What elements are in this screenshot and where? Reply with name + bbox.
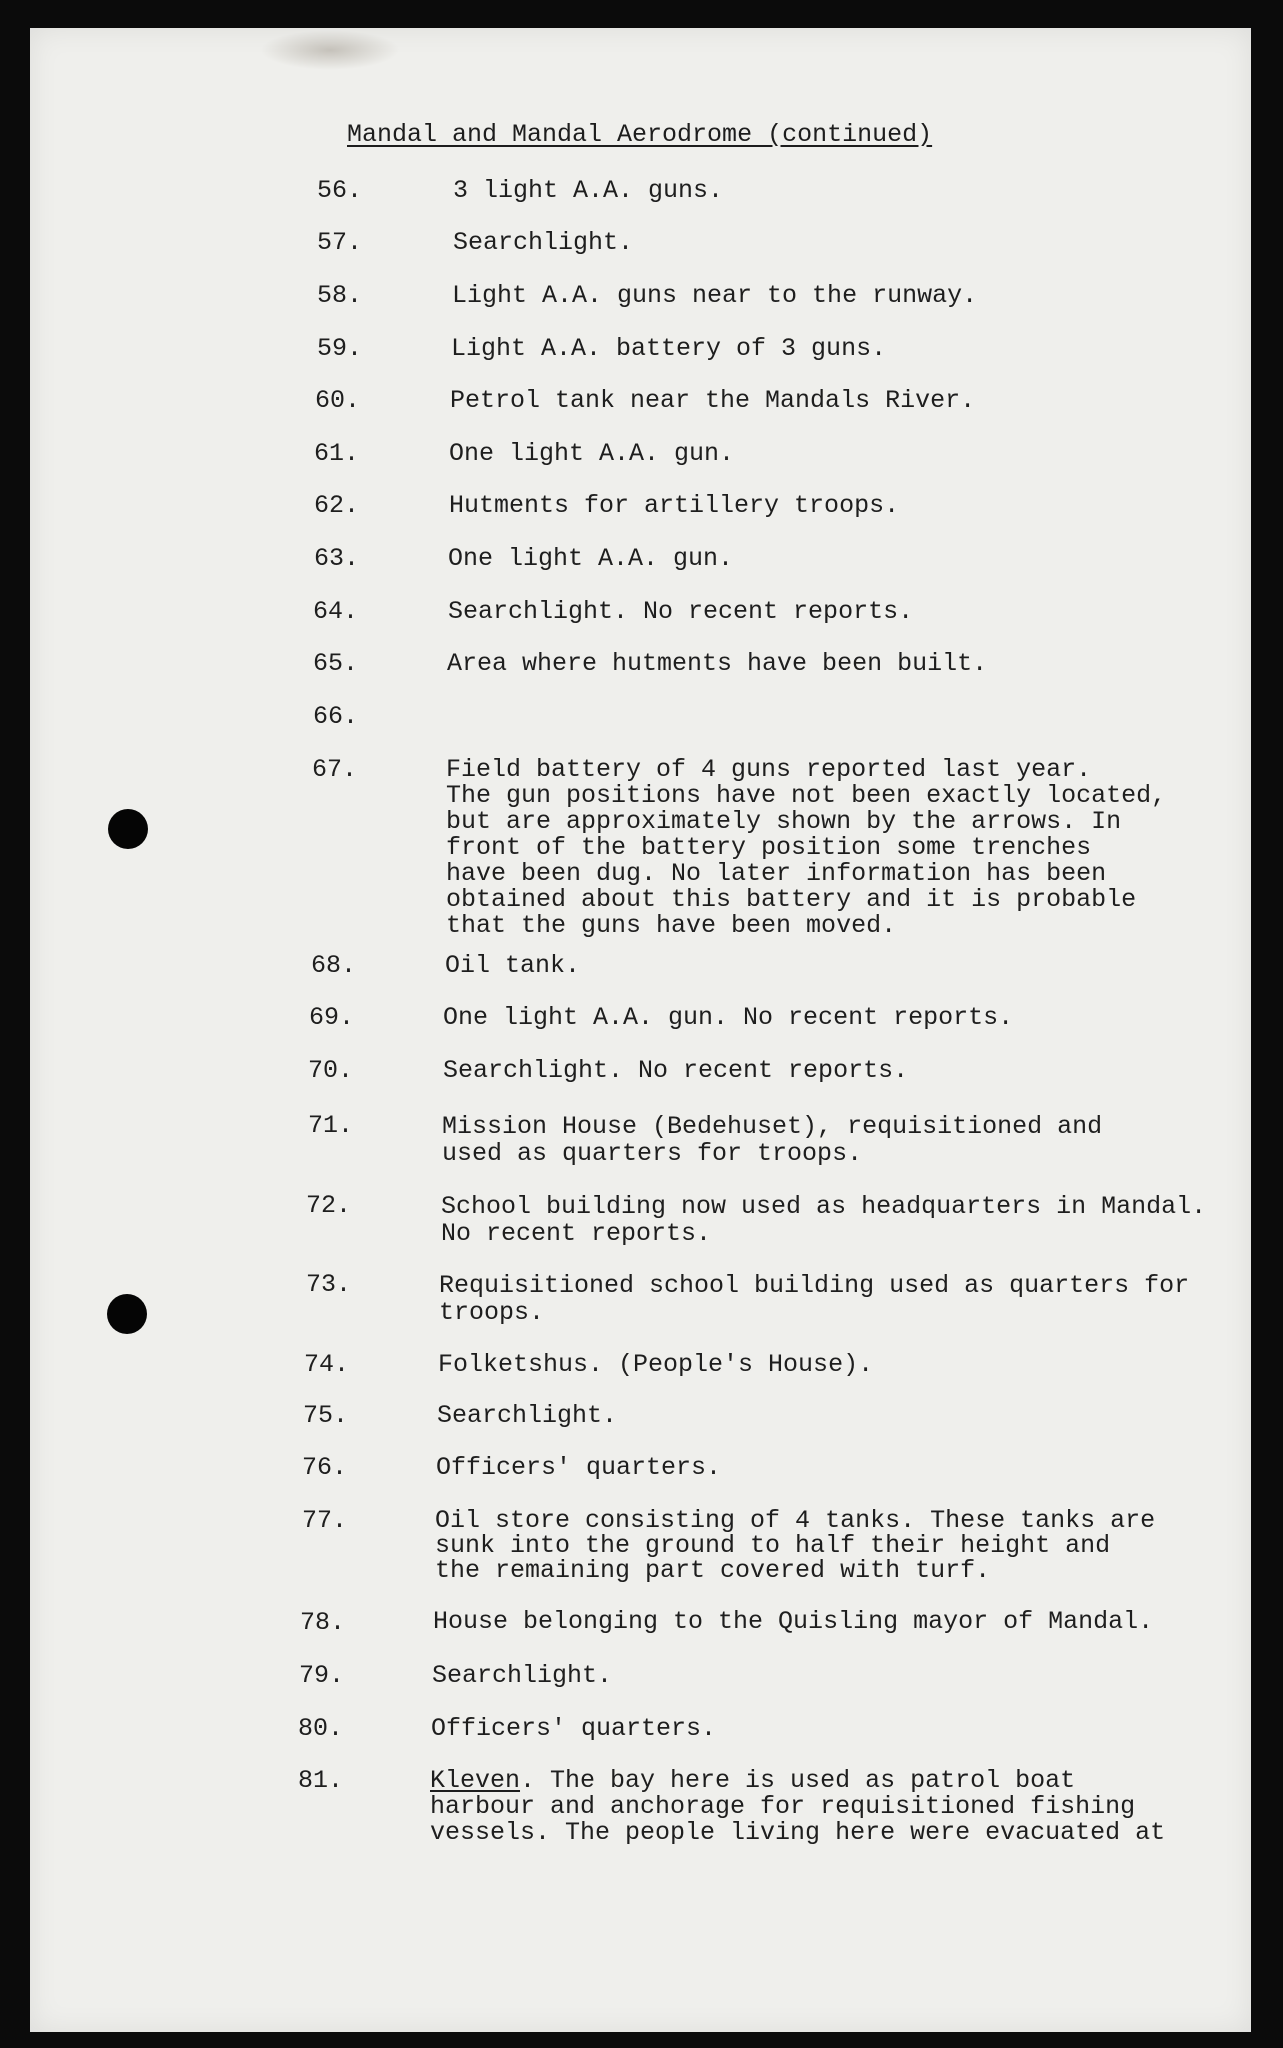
entry-number: 80. <box>298 1714 344 1743</box>
entry-line: Light A.A. battery of 3 guns. <box>451 334 887 363</box>
entry-text <box>452 283 977 308</box>
entry-text <box>447 651 987 676</box>
page-heading: Mandal and Mandal Aerodrome (continued) <box>347 120 933 149</box>
entry-line: Searchlight. <box>432 1661 613 1690</box>
entry-text <box>436 1455 721 1480</box>
entry-line: The gun positions have not been exactly located, <box>446 781 1167 810</box>
entry-number: 68. <box>311 951 357 980</box>
entry-line: 3 light A.A. guns. <box>453 176 724 205</box>
entry-number: 65. <box>313 649 359 678</box>
entry-text <box>437 1403 617 1428</box>
entry-number: 63. <box>314 544 360 573</box>
entry-line: One light A.A. gun. <box>449 439 735 468</box>
entry-line: vessels. The people living here were evacuated at <box>430 1818 1166 1847</box>
entry-line: Folketshus. (People's House). <box>438 1350 874 1379</box>
entry-text <box>439 1272 1189 1326</box>
entry-text <box>441 1193 1206 1247</box>
entry-number: 79. <box>299 1661 345 1690</box>
entry-line: Searchlight. No recent reports. <box>443 1056 909 1085</box>
entry-line: front of the battery position some trenches <box>446 833 1092 862</box>
entry-line: One light A.A. gun. No recent reports. <box>443 1003 1014 1032</box>
entry-line: sunk into the ground to half their height and <box>435 1531 1111 1560</box>
entry-text <box>442 1113 1102 1167</box>
entry-number: 62. <box>314 491 360 520</box>
entry-line: Officers' quarters. <box>431 1714 717 1743</box>
entry-text <box>438 1352 873 1377</box>
entry-number: 78. <box>300 1608 346 1637</box>
entry-number: 58. <box>317 281 363 310</box>
entry-number: 61. <box>314 439 360 468</box>
entry-text <box>435 1508 1155 1583</box>
entry-text <box>453 230 633 255</box>
entry-number: 66. <box>313 702 359 731</box>
entry-text <box>443 1005 1013 1030</box>
entry-number: 67. <box>312 755 358 784</box>
entry-number: 72. <box>306 1191 352 1220</box>
entry-text <box>431 1716 716 1741</box>
entry-number: 77. <box>302 1506 348 1535</box>
entry-line: House belonging to the Quisling mayor of Mandal. <box>433 1607 1154 1636</box>
entry-line: the remaining part covered with turf. <box>435 1556 991 1585</box>
entry-line: harbour and anchorage for requisitioned fishing <box>430 1792 1136 1821</box>
entry-line: Searchlight. No recent reports. <box>448 597 914 626</box>
entry-line: Area where hutments have been built. <box>447 649 988 678</box>
punch-hole-bottom <box>107 1294 147 1334</box>
entry-line: obtained about this battery and it is probable <box>446 885 1137 914</box>
entry-line: Searchlight. <box>437 1401 618 1430</box>
entry-text <box>432 1663 612 1688</box>
entry-line: Officers' quarters. <box>436 1453 722 1482</box>
entry-line: that the guns have been moved. <box>446 911 897 940</box>
entry-line: Requisitioned school building used as quarters for <box>439 1271 1190 1300</box>
entry-number: 76. <box>302 1453 348 1482</box>
entry-text <box>453 178 723 203</box>
entry-text <box>448 599 913 624</box>
entry-line: but are approximately shown by the arrows. In <box>446 807 1122 836</box>
entry-line: Searchlight. <box>453 228 634 257</box>
entry-number: 73. <box>306 1270 352 1299</box>
entry-line: No recent reports. <box>441 1219 712 1248</box>
entry-line: used as quarters for troops. <box>442 1139 863 1168</box>
paper-smudge <box>260 30 400 70</box>
entry-text <box>449 441 734 466</box>
entry-line: troops. <box>439 1298 545 1327</box>
entry-line: One light A.A. gun. <box>448 544 734 573</box>
entry-text <box>430 1768 1165 1846</box>
entry-text <box>450 388 975 413</box>
entry-text <box>446 757 1166 939</box>
entry-line: Field battery of 4 guns reported last year. <box>446 755 1092 784</box>
entry-number: 69. <box>309 1003 355 1032</box>
entry-text <box>445 953 580 978</box>
entry-number: 60. <box>315 386 361 415</box>
entry-text <box>449 493 899 518</box>
entry-line: Light A.A. guns near to the runway. <box>452 281 978 310</box>
document-page <box>30 28 1251 2032</box>
entry-line: Mission House (Bedehuset), requisitioned and <box>442 1112 1103 1141</box>
entry-text <box>451 336 886 361</box>
entry-line: School building now used as headquarters in Mandal. <box>441 1192 1207 1221</box>
entry-line-rest: . The bay here is used as patrol boat <box>520 1766 1076 1795</box>
entry-keyword: Kleven <box>430 1766 521 1795</box>
entry-line: Hutments for artillery troops. <box>449 491 900 520</box>
entry-number: 59. <box>317 334 363 363</box>
entry-number: 57. <box>317 228 363 257</box>
entry-number: 64. <box>313 597 359 626</box>
entry-line: Oil tank. <box>445 951 581 980</box>
punch-hole-top <box>108 809 148 849</box>
entry-line: Oil store consisting of 4 tanks. These tanks are <box>435 1506 1156 1535</box>
entry-number: 71. <box>308 1111 354 1140</box>
entry-line: Petrol tank near the Mandals River. <box>450 386 976 415</box>
entry-line <box>430 1768 1165 1794</box>
entry-text <box>448 546 733 571</box>
entry-text <box>443 1058 908 1083</box>
entry-line: have been dug. No later information has been <box>446 859 1107 888</box>
entry-number: 75. <box>303 1401 349 1430</box>
entry-text <box>433 1607 1154 1636</box>
entry-number: 56. <box>317 176 363 205</box>
entry-number: 74. <box>304 1350 350 1379</box>
entry-number: 81. <box>298 1766 344 1795</box>
entry-number: 70. <box>308 1056 354 1085</box>
